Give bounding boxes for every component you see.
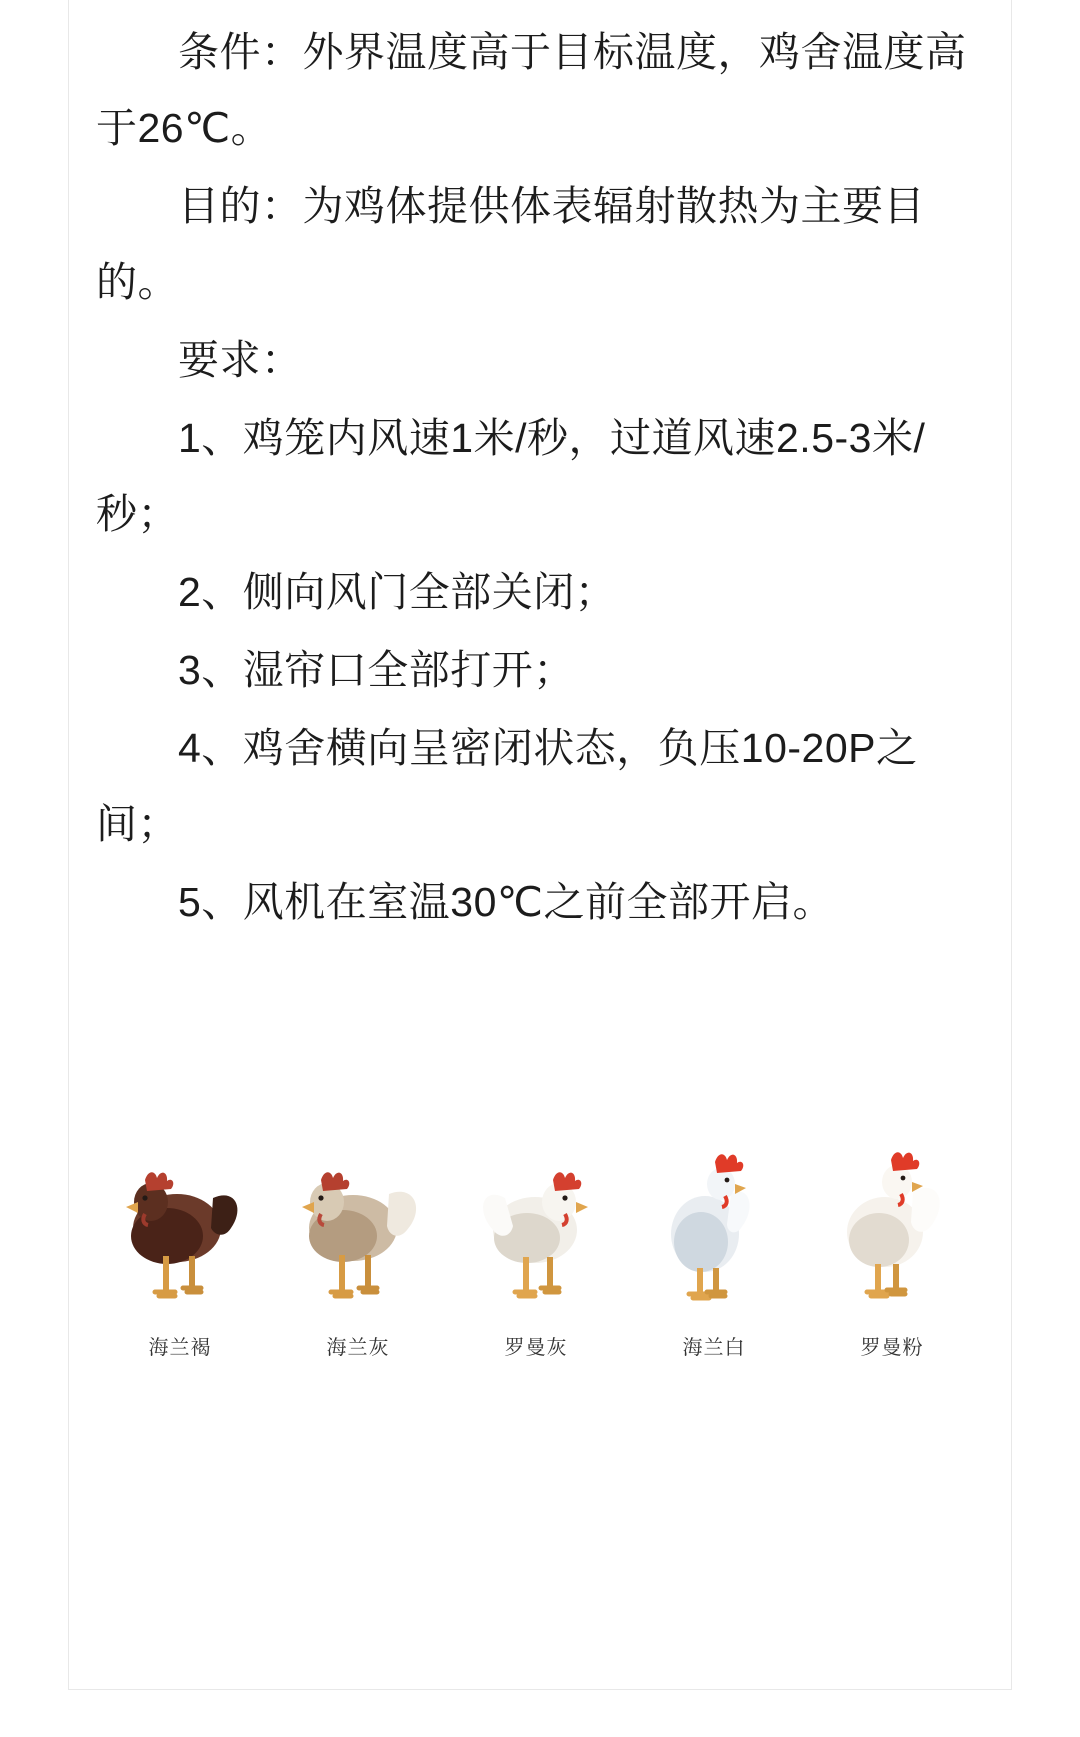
chicken-icon <box>105 1136 255 1321</box>
chicken-icon <box>283 1136 433 1321</box>
paragraph-condition: 条件：外界温度高于目标温度，鸡舍温度高于26℃。 <box>96 29 967 151</box>
chicken-icon-wrapper <box>630 1120 798 1360</box>
paragraph-purpose: 目的：为鸡体提供体表辐射散热为主要目的。 <box>96 183 925 305</box>
requirement-item-5: 5、风机在室温30℃之前全部开启。 <box>178 879 834 925</box>
chicken-icon <box>817 1136 967 1321</box>
paragraph-requirements-heading: 要求： <box>178 337 303 383</box>
breed-label: 海兰白 <box>682 1337 746 1359</box>
breed-gallery <box>96 1110 976 1360</box>
breed-label: 海兰灰 <box>326 1337 390 1359</box>
requirement-item-2: 2、侧向风门全部关闭； <box>178 569 617 615</box>
breed-label: 海兰褐 <box>148 1337 212 1359</box>
breed-item <box>808 1120 976 1360</box>
chicken-icon <box>461 1136 611 1321</box>
breed-label: 罗曼粉 <box>860 1337 924 1359</box>
chicken-icon <box>639 1136 789 1321</box>
document-body <box>96 14 988 942</box>
requirement-item-4: 4、鸡舍横向呈密闭状态，负压10-20P之间； <box>96 725 918 847</box>
breed-item <box>96 1120 264 1360</box>
breed-item <box>274 1120 442 1360</box>
requirement-item-3: 3、湿帘口全部打开； <box>178 647 575 693</box>
breed-label: 罗曼灰 <box>504 1337 568 1359</box>
breed-item <box>452 1120 620 1360</box>
requirement-item-1: 1、鸡笼内风速1米/秒，过道风速2.5-3米/秒； <box>96 415 926 537</box>
